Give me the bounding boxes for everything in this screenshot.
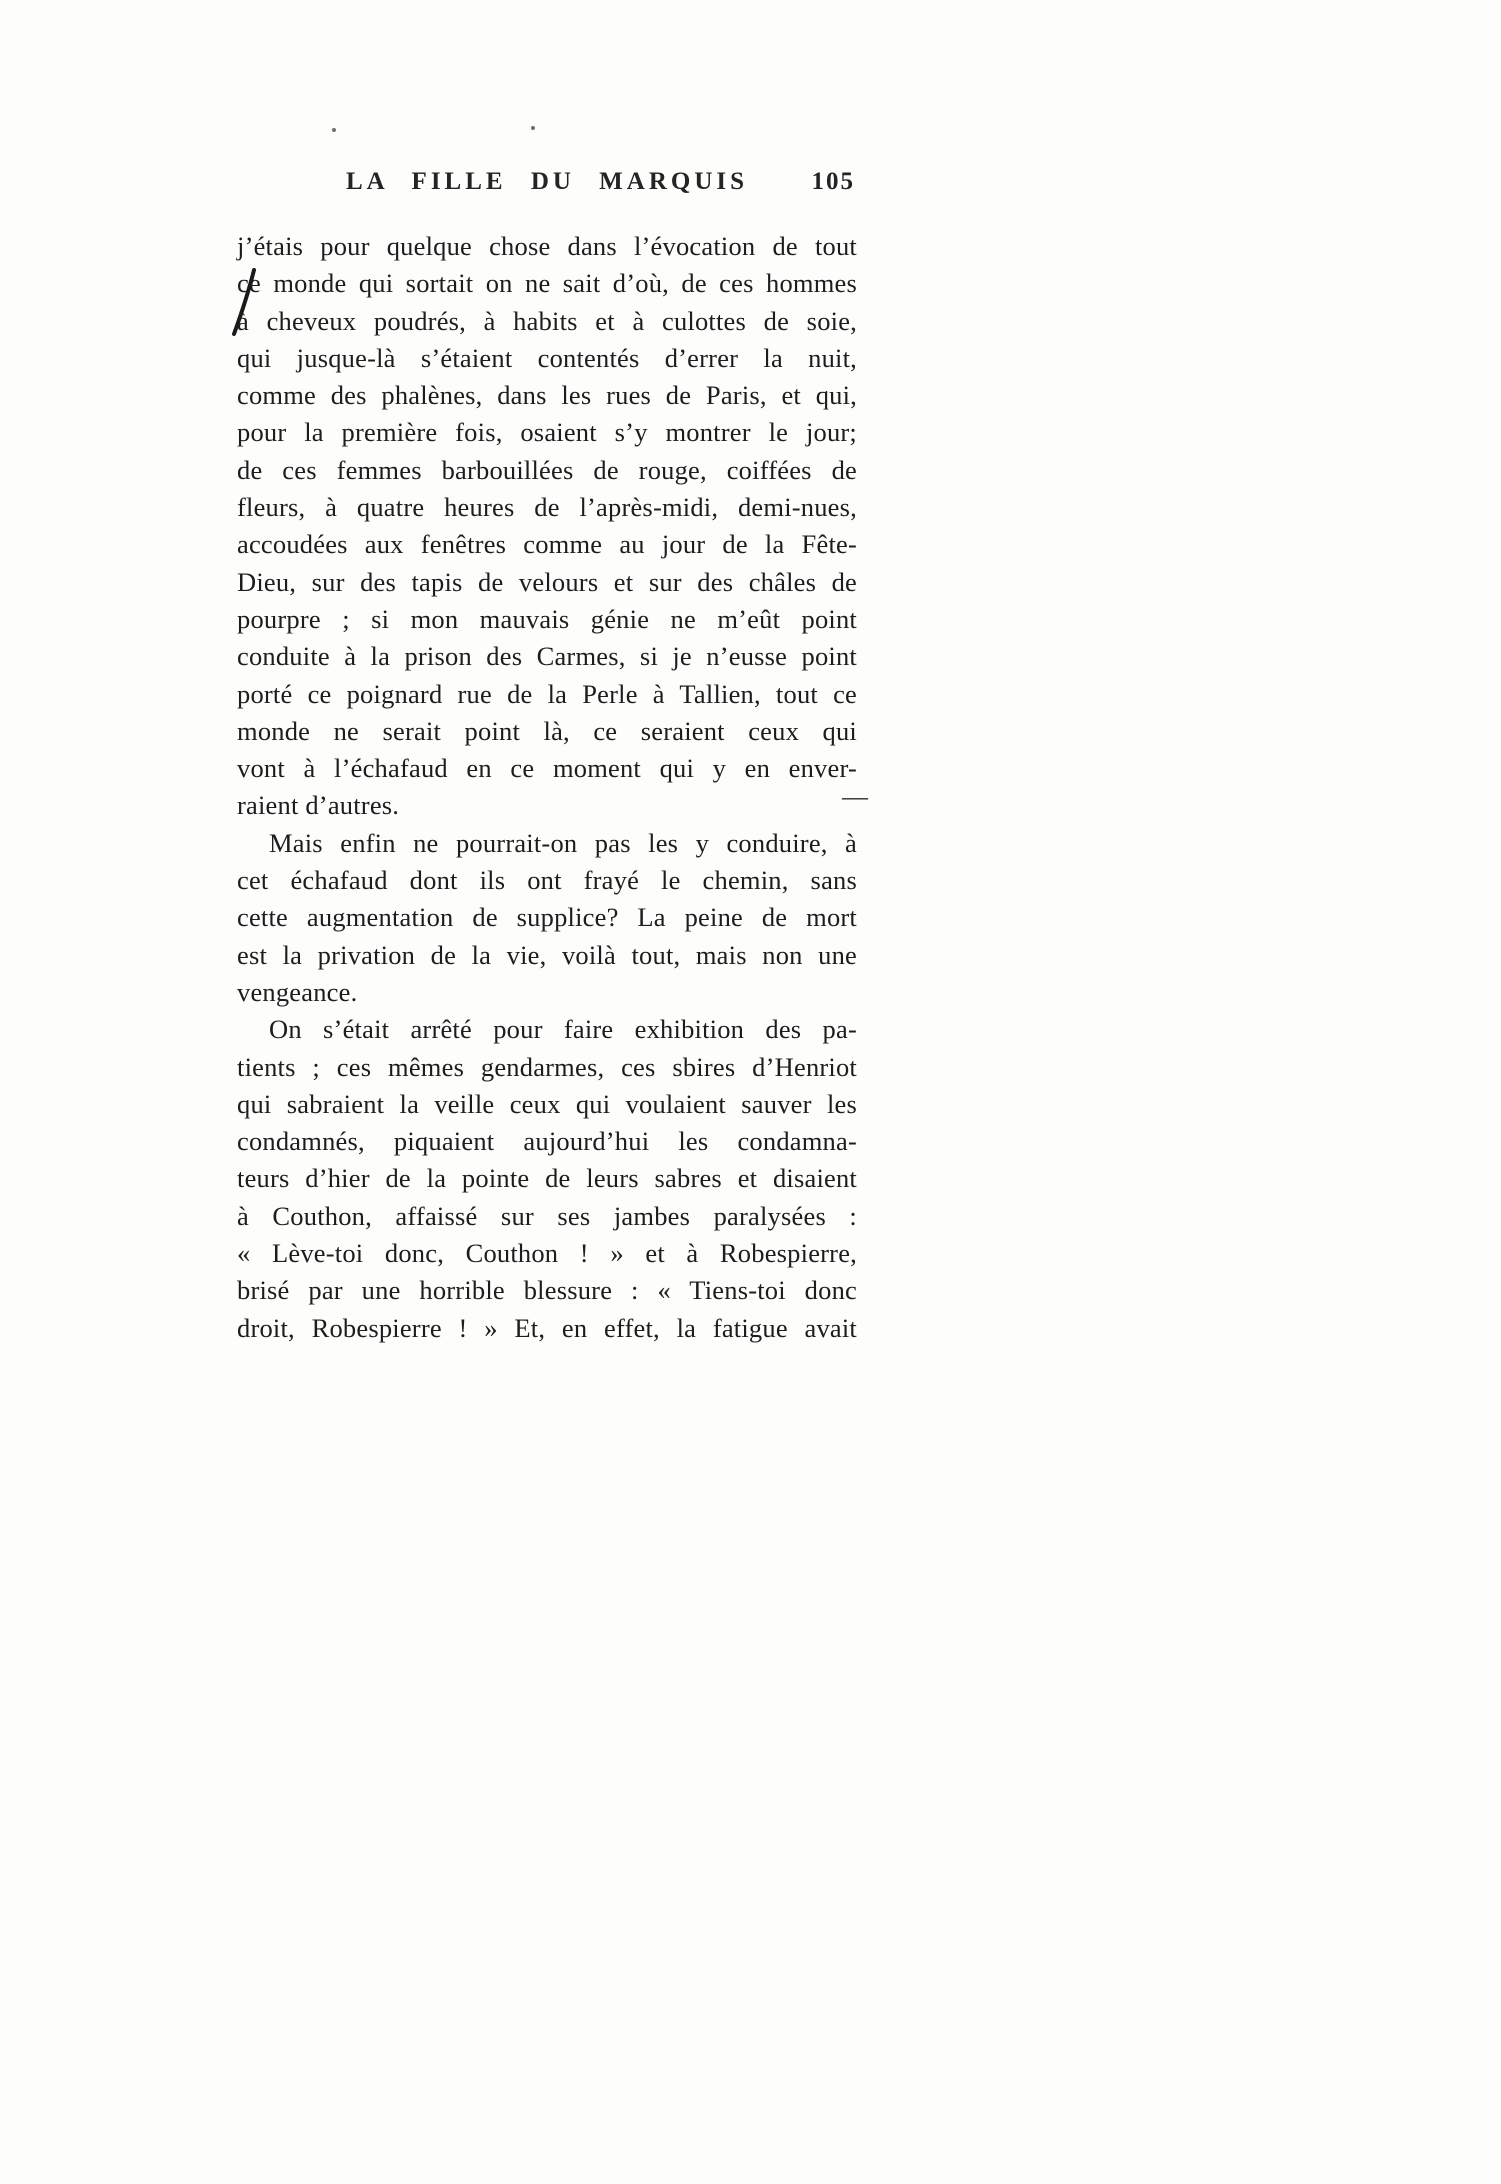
text-line: tients ; ces mêmes gendarmes, ces sbires d’Henriot: [237, 1051, 857, 1082]
paragraph-2: [237, 825, 857, 1011]
text-line: condamnés, piquaient aujourd’hui les condamna-: [237, 1126, 857, 1157]
text-line: cette augmentation de supplice? La peine de mort: [237, 902, 857, 933]
text-line: teurs d’hier de la pointe de leurs sabres et disaient: [237, 1163, 857, 1194]
text-line: vengeance.: [237, 976, 358, 1007]
text-line: porté ce poignard rue de la Perle à Tallien, tout ce: [237, 678, 857, 709]
text-line: à cheveux poudrés, à habits et à culottes de soie,: [237, 305, 857, 336]
margin-dash-artifact: —: [842, 782, 868, 811]
text-line: On s’était arrêté pour faire exhibition des pa-: [269, 1014, 857, 1045]
text-line: cet échafaud dont ils ont frayé le chemin, sans: [237, 865, 857, 896]
text-line: monde ne serait point là, ce seraient ceux qui: [237, 715, 857, 746]
text-block: [237, 168, 857, 1347]
paper-speck: [332, 128, 336, 132]
text-line: qui sabraient la veille ceux qui voulaient sauver les: [237, 1088, 857, 1119]
page-header: [237, 168, 857, 228]
text-line: vont à l’échafaud en ce moment qui y en enver-: [237, 753, 857, 784]
text-line: brisé par une horrible blessure : « Tiens-toi donc: [237, 1275, 857, 1306]
text-line: accoudées aux fenêtres comme au jour de la Fête-: [237, 529, 857, 560]
text-line: droit, Robespierre ! » Et, en effet, la fatigue avait: [237, 1312, 857, 1343]
page-number: 105: [811, 168, 855, 195]
running-title: LA FILLE DU MARQUIS: [345, 168, 749, 195]
paragraph-1: [237, 228, 857, 825]
text-line: j’étais pour quelque chose dans l’évocation de tout: [237, 231, 857, 261]
text-line: comme des phalènes, dans les rues de Paris, et qui,: [237, 380, 857, 411]
text-line: conduite à la prison des Carmes, si je n’eusse point: [237, 641, 857, 672]
text-line: pourpre ; si mon mauvais génie ne m’eût point: [237, 603, 857, 634]
text-line: fleurs, à quatre heures de l’après-midi, demi-nues,: [237, 492, 857, 523]
text-line: est la privation de la vie, voilà tout, mais non une: [237, 939, 857, 970]
text-line: « Lève-toi donc, Couthon ! » et à Robespierre,: [237, 1238, 857, 1269]
text-line: qui jusque-là s’étaient contentés d’errer la nuit,: [237, 342, 857, 373]
text-line: Mais enfin ne pourrait-on pas les y conduire, à: [269, 827, 857, 858]
text-line: Dieu, sur des tapis de velours et sur des châles de: [237, 566, 857, 597]
text-line: de ces femmes barbouillées de rouge, coiffées de: [237, 454, 857, 485]
text-line: pour la première fois, osaient s’y montrer le jour;: [237, 417, 857, 448]
text-line: raient d’autres.: [237, 790, 400, 821]
text-line: à Couthon, affaissé sur ses jambes paralysées :: [237, 1200, 857, 1231]
paper-speck: [531, 126, 535, 130]
text-line: ce monde qui sortait on ne sait d’où, de ces hommes: [237, 268, 857, 299]
paragraph-3: [237, 1011, 857, 1347]
